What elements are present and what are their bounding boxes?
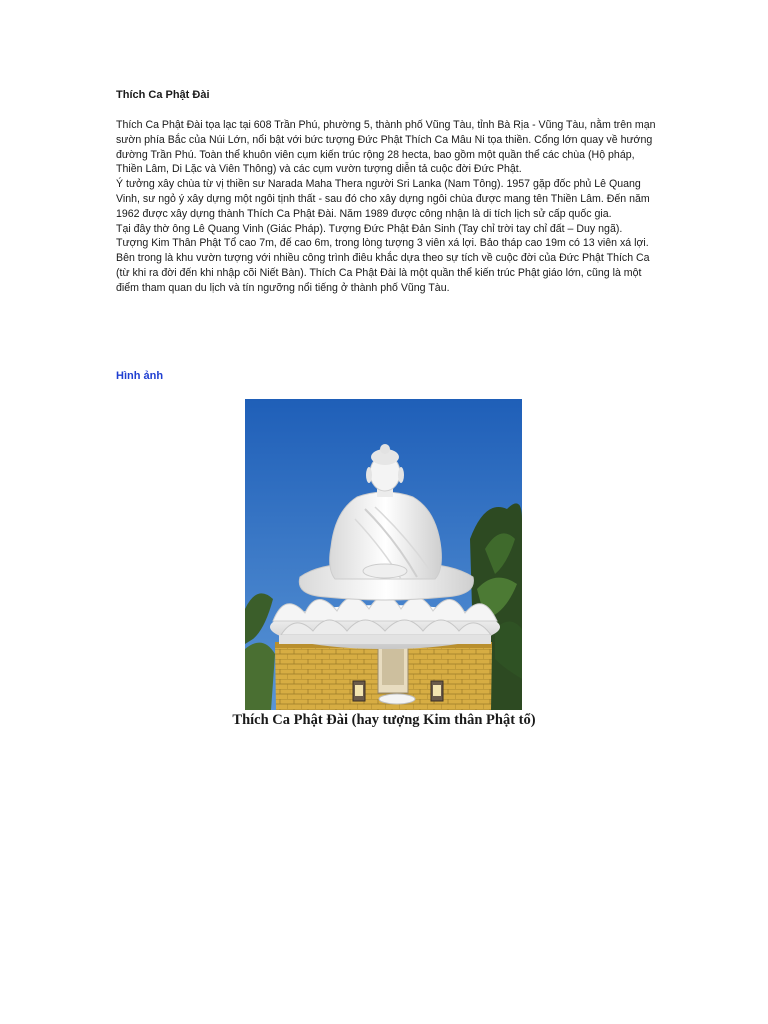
intro-paragraph: Thích Ca Phật Đài tọa lạc tại 608 Trần Phú, phường 5, thành phố Vũng Tàu, tỉnh Bà Rịa - Vũng Tàu, nằm trên mạn sườn phía Bắc của Núi Lớn, nổi bật với bức tượng Đức Phật Thích Ca Mâu Ni tọa thiền. Cổng lớn quay về hướng đường Trần Phú. Toàn thể khuôn viên cụm kiến trúc rộng 28 hecta, bao gồm một quần thể các chùa (Hộ pháp, Thiền Lâm, Di Lặc và Viên Thông) và các cụm vườn tượng diễn tả cuộc đời Đức Phật. bbox=[116, 119, 656, 176]
photo-caption: Thích Ca Phật Đài (hay tượng Kim thân Phật tổ) bbox=[232, 712, 536, 728]
history-paragraph: Ý tưởng xây chùa từ vị thiền sư Narada Maha Thera người Sri Lanka (Nam Tông). 1957 gặp đốc phủ Lê Quang Vinh, sư ngỏ ý xây dựng một ngôi tịnh thất - sau đó cho xây dựng ngôi chùa được mang tên Thiền Lâm. Đến năm 1962 được xây dựng thành Thích Ca Phật Đài. Năm 1989 được công nhận là di tích lịch sử cấp quốc gia. bbox=[116, 178, 650, 220]
document-title: Thích Ca Phật Đài bbox=[116, 89, 210, 101]
statue-illustration bbox=[245, 399, 522, 710]
buddha-statue-photo bbox=[245, 399, 522, 710]
images-heading: Hình ảnh bbox=[116, 370, 164, 382]
document-body bbox=[116, 88, 656, 296]
details-paragraph: Tại đây thờ ông Lê Quang Vinh (Giác Pháp). Tượng Đức Phật Đản Sinh (Tay chỉ trời tay chỉ đất – Duy ngã). Tượng Kim Thân Phật Tổ cao 7m, đế cao 6m, trong lòng tượng 3 viên xá lợi. Bảo tháp cao 19m có 13 viên xá lợi. Bên trong là khu vườn tượng với nhiều công trình điêu khắc dựa theo sự tích về cuộc đời của Đức Phật Thích Ca (từ khi ra đời đến khi nhập cõi Niết Bàn). Thích Ca Phật Đài là một quần thể kiến trúc Phật giáo lớn, cũng là một điểm tham quan du lịch và tín ngưỡng nổi tiếng ở thành phố Vũng Tàu. bbox=[116, 222, 650, 294]
